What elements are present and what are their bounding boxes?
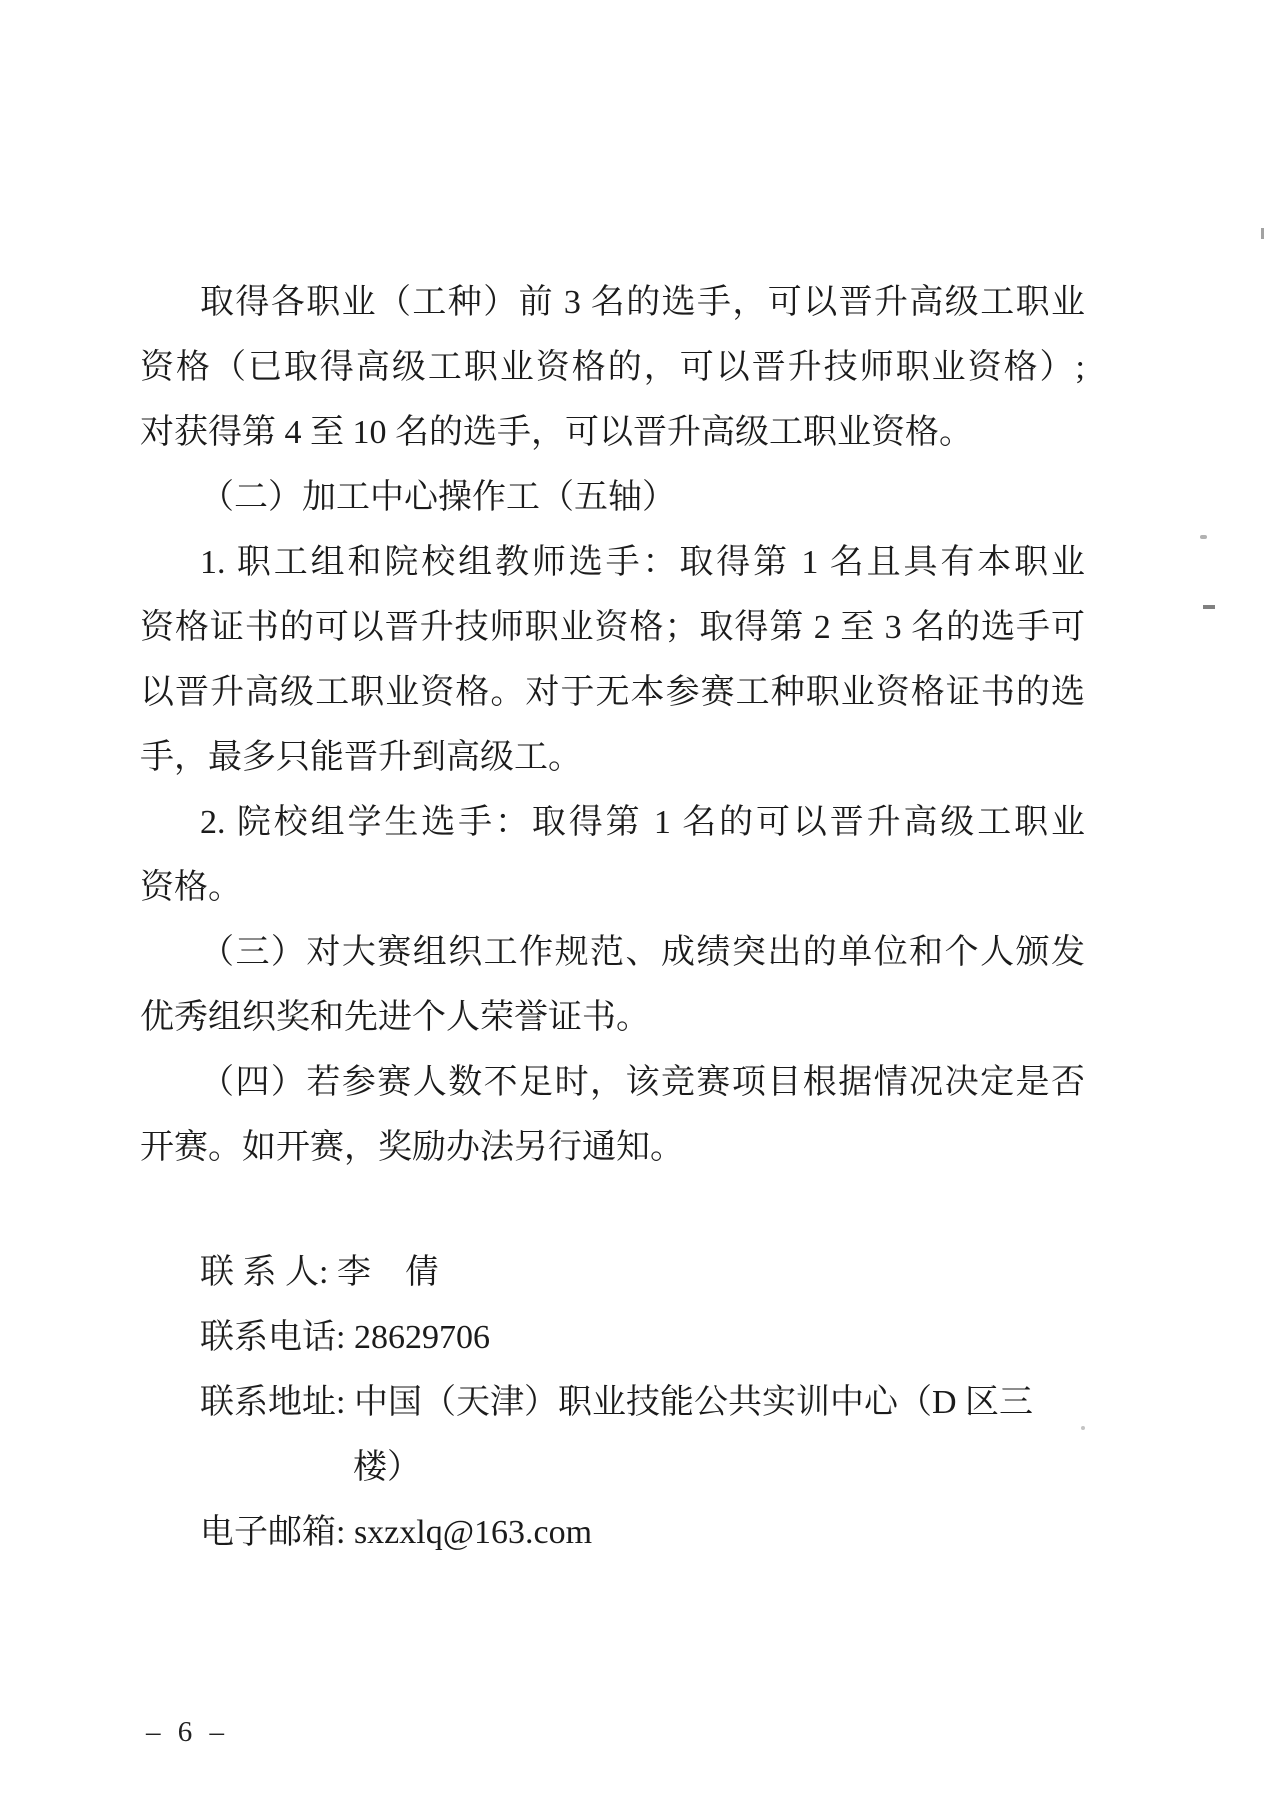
contact-address-wrap-line: 楼） — [353, 1449, 421, 1486]
contact-block — [140, 1240, 1085, 1565]
paragraph-line: 以晋升高级工职业资格。对于无本参赛工种职业资格证书的选 — [140, 674, 1085, 711]
scan-artifact — [1261, 228, 1264, 239]
paragraph-line: 1. 职工组和院校组教师选手：取得第 1 名且具有本职业 — [200, 544, 1085, 581]
scan-artifact — [1203, 605, 1215, 609]
scan-artifact — [1200, 535, 1207, 539]
contact-address-line: 联系地址: 中国（天津）职业技能公共实训中心（D 区三 — [200, 1384, 1033, 1421]
contact-person-line: 联 系 人: 李 倩 — [200, 1254, 439, 1291]
scan-artifact — [991, 1385, 994, 1388]
contact-phone-line: 联系电话: 28629706 — [200, 1319, 490, 1356]
section-heading-line: （二）加工中心操作工（五轴） — [200, 479, 676, 516]
paragraph-line: 取得各职业（工种）前 3 名的选手，可以晋升高级工职业 — [200, 284, 1085, 321]
paragraph-line: （四）若参赛人数不足时，该竞赛项目根据情况决定是否 — [200, 1064, 1085, 1101]
paragraph-line: 优秀组织奖和先进个人荣誉证书。 — [140, 999, 650, 1036]
scan-artifact — [1081, 1426, 1085, 1430]
paragraph-line: 手，最多只能晋升到高级工。 — [140, 739, 582, 776]
body-text — [140, 270, 1085, 1180]
paragraph-line: （三）对大赛组织工作规范、成绩突出的单位和个人颁发 — [200, 934, 1085, 971]
paragraph-line: 资格（已取得高级工职业资格的，可以晋升技师职业资格）; — [140, 349, 1085, 386]
page-number: – 6 – — [146, 1716, 224, 1748]
contact-email-line: 电子邮箱: sxzxlq@163.com — [200, 1514, 593, 1551]
paragraph-line: 开赛。如开赛，奖励办法另行通知。 — [140, 1129, 684, 1166]
paragraph-line: 对获得第 4 至 10 名的选手，可以晋升高级工职业资格。 — [140, 414, 973, 451]
paragraph-line: 2. 院校组学生选手：取得第 1 名的可以晋升高级工职业 — [200, 804, 1085, 841]
paragraph-line: 资格。 — [140, 869, 242, 906]
paragraph-line: 资格证书的可以晋升技师职业资格；取得第 2 至 3 名的选手可 — [140, 609, 1085, 646]
